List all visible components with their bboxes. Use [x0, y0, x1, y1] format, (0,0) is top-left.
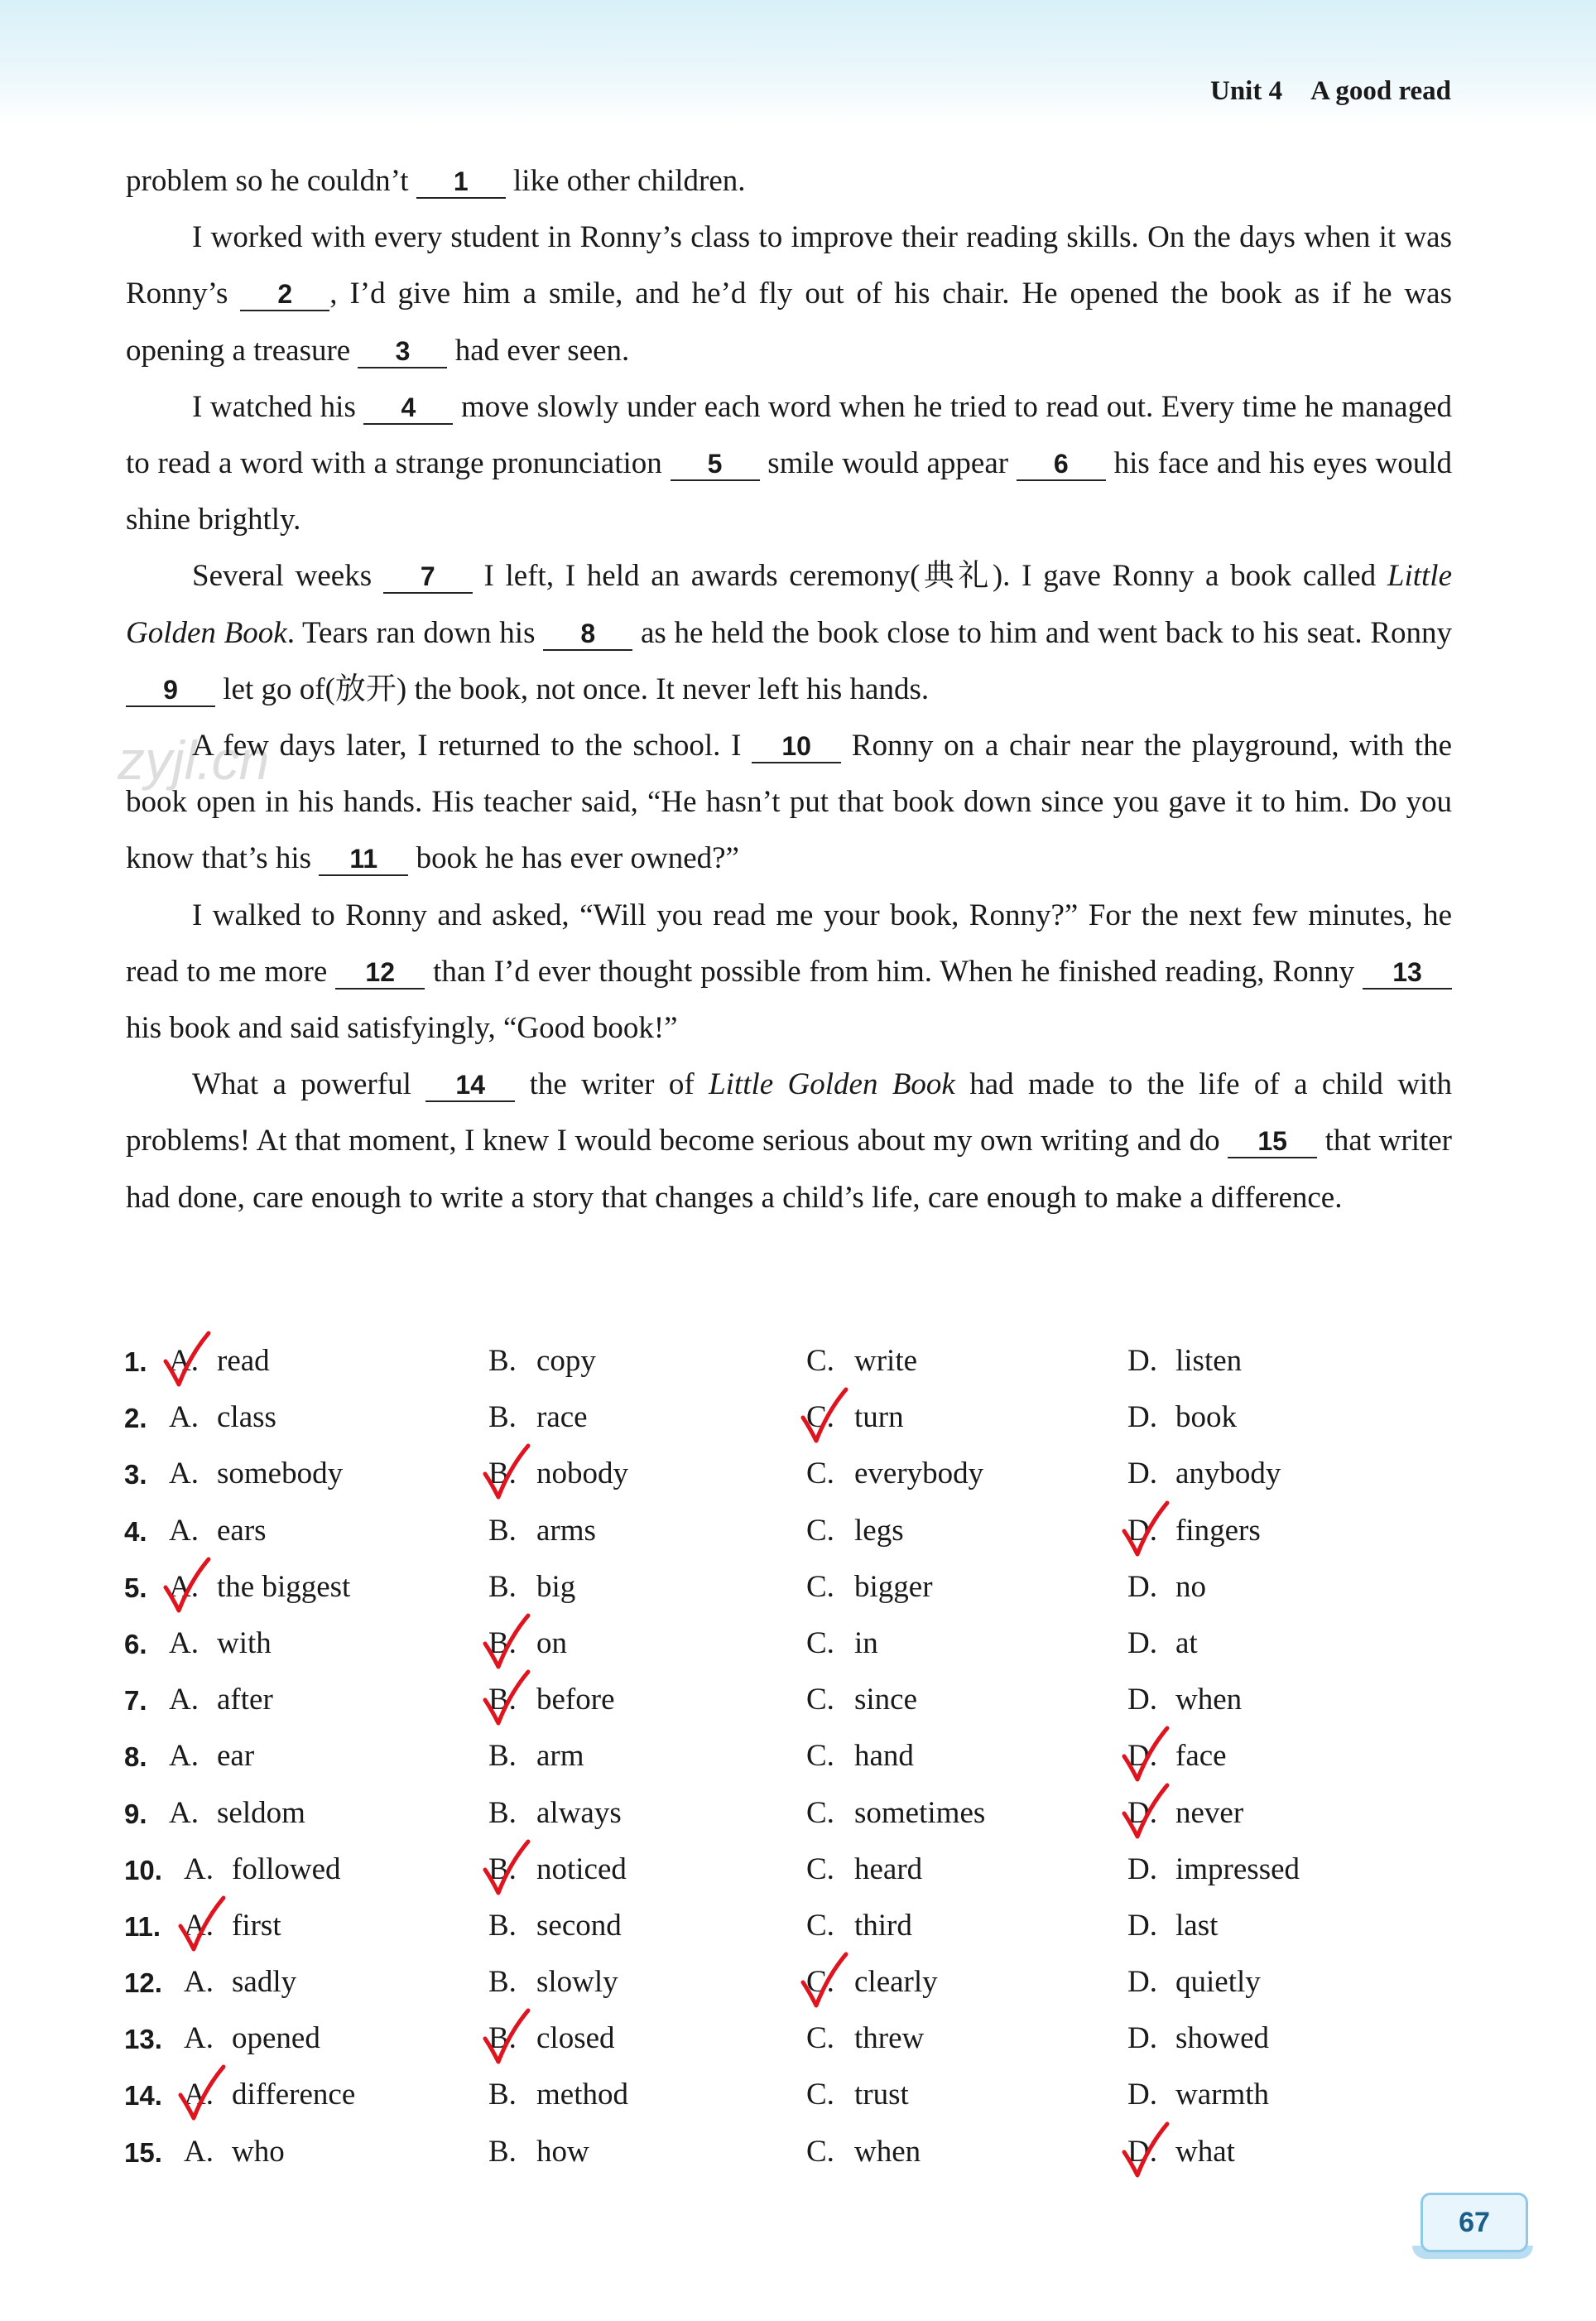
option-a: [169, 1513, 267, 1548]
option-letter: B.: [488, 1908, 517, 1943]
option-letter: D.: [1127, 1965, 1157, 2000]
blank-12: 12: [335, 956, 425, 990]
option-row: [124, 1845, 1490, 1901]
option-text: warmth: [1175, 2078, 1270, 2112]
option-letter: B.: [488, 2134, 517, 2169]
option-d: [1127, 1852, 1300, 1887]
option-b: [488, 1738, 584, 1774]
option-row: [124, 1731, 1490, 1788]
option-text: at: [1175, 1625, 1198, 1660]
blank-9: 9: [126, 674, 215, 707]
option-letter: D.: [1127, 1739, 1157, 1774]
option-a: [169, 1569, 350, 1605]
option-d: [1127, 1964, 1261, 2000]
option-text: face: [1175, 1739, 1227, 1774]
blank-14: 14: [425, 1069, 515, 1102]
option-d: [1127, 1795, 1243, 1831]
option-letter: A.: [184, 2021, 214, 2056]
option-text: legs: [854, 1513, 904, 1548]
option-c: [806, 1964, 938, 2000]
option-letter: B.: [488, 1852, 517, 1886]
option-letter: B.: [488, 2021, 517, 2056]
option-text: first: [232, 1908, 281, 1943]
blank-11: 11: [319, 843, 408, 876]
option-text: fingers: [1175, 1513, 1261, 1548]
option-b: [488, 1795, 622, 1831]
page-number: 67: [1421, 2193, 1528, 2252]
blank-7: 7: [383, 561, 473, 594]
option-b: [488, 1399, 588, 1435]
paragraph-7: What a powerful 14 the writer of Little Golden Book had made to the life of a child with problems! At that moment, I knew I would become serious about my own writing and do 15 that writer had done, care enough to write a story that changes a child’s life, care enough to make a difference.: [126, 1067, 1452, 1215]
option-letter: D.: [1127, 1569, 1157, 1604]
answer-options: [124, 1336, 1490, 2184]
option-c: [806, 1852, 922, 1887]
option-b: [488, 2077, 628, 2112]
option-text: when: [1175, 1683, 1243, 1717]
option-c: [806, 1513, 904, 1548]
option-letter: C.: [806, 1965, 834, 2000]
blank-6: 6: [1017, 448, 1106, 481]
option-letter: A.: [169, 1683, 199, 1717]
option-a: [184, 2077, 355, 2112]
blank-1: 1: [416, 166, 506, 199]
option-c: [806, 1738, 914, 1774]
option-row: [124, 1393, 1490, 1449]
option-text: showed: [1175, 2021, 1270, 2056]
book-title: Little Golden Book: [709, 1067, 955, 1102]
paragraph-5: A few days later, I returned to the school. I 10 Ronny on a chair near the playground, with the book open in his hands. His teacher said, “He hasn’t put that book down since you gave it to him. Do you know that’s his 11 book he has ever owned?”: [126, 729, 1452, 876]
option-letter: A.: [169, 1344, 199, 1378]
option-row: [124, 2070, 1490, 2126]
option-letter: B.: [488, 1965, 517, 2000]
option-text: trust: [854, 2078, 909, 2112]
question-number: 15.: [124, 2136, 162, 2168]
option-letter: D.: [1127, 1344, 1157, 1378]
blank-8: 8: [543, 618, 632, 651]
option-text: since: [854, 1683, 918, 1717]
option-a: [184, 2134, 285, 2169]
paragraph-3: I watched his 4 move slowly under each word when he tried to read out. Every time he managed to read a word with a strange pronunciation 5 smile would appear 6 his face and his eyes would shine brightly.: [126, 389, 1452, 537]
option-text: never: [1175, 1795, 1244, 1830]
option-c: [806, 1399, 904, 1435]
option-d: [1127, 1569, 1206, 1605]
option-a: [169, 1399, 276, 1435]
option-text: impressed: [1175, 1852, 1300, 1886]
option-text: race: [536, 1400, 588, 1435]
option-a: [169, 1343, 270, 1379]
question-number: 13.: [124, 2024, 162, 2055]
option-a: [169, 1682, 273, 1717]
question-number: 5.: [124, 1572, 147, 1603]
option-letter: B.: [488, 1400, 517, 1435]
option-letter: C.: [806, 1852, 834, 1886]
blank-3: 3: [358, 335, 447, 368]
question-number: 4.: [124, 1515, 147, 1547]
option-letter: C.: [806, 1400, 834, 1435]
option-letter: A.: [169, 1569, 199, 1604]
option-row: [124, 2127, 1490, 2184]
option-text: heard: [854, 1852, 923, 1886]
option-text: noticed: [536, 1852, 627, 1886]
option-c: [806, 1456, 983, 1491]
option-c: [806, 2077, 909, 2112]
option-d: [1127, 2020, 1269, 2056]
option-row: [124, 2014, 1490, 2070]
option-row: [124, 1789, 1490, 1845]
option-letter: C.: [806, 2078, 834, 2112]
option-letter: A.: [169, 1795, 199, 1830]
option-letter: D.: [1127, 2134, 1157, 2169]
option-letter: A.: [184, 2134, 214, 2169]
option-d: [1127, 1738, 1227, 1774]
option-text: closed: [536, 2021, 615, 2056]
option-text: on: [536, 1625, 567, 1660]
option-text: arms: [536, 1513, 596, 1548]
option-b: [488, 1964, 618, 2000]
option-text: ear: [217, 1739, 255, 1774]
option-letter: B.: [488, 2078, 517, 2112]
option-row: [124, 1675, 1490, 1731]
question-number: 6.: [124, 1628, 147, 1659]
option-text: class: [217, 1400, 276, 1435]
option-letter: A.: [169, 1625, 199, 1660]
option-letter: B.: [488, 1739, 517, 1774]
option-text: when: [854, 2134, 921, 2169]
option-letter: C.: [806, 1795, 834, 1830]
option-b: [488, 1513, 596, 1548]
option-text: threw: [854, 2021, 925, 2056]
option-letter: D.: [1127, 1400, 1157, 1435]
option-text: somebody: [217, 1457, 344, 1491]
option-text: arm: [536, 1739, 584, 1774]
option-b: [488, 1343, 596, 1379]
option-letter: B.: [488, 1457, 517, 1491]
cloze-passage: [126, 153, 1452, 1226]
paragraph-6: I walked to Ronny and asked, “Will you read me your book, Ronny?” For the next few minutes, he read to me more 12 than I’d ever thought possible from him. When he finished reading, Ronny 13 his book and said satisfyingly, “Good book!”: [126, 898, 1452, 1046]
option-d: [1127, 1456, 1281, 1491]
option-letter: D.: [1127, 1683, 1157, 1717]
option-row: [124, 1563, 1490, 1619]
option-text: how: [536, 2134, 589, 2169]
option-c: [806, 1908, 912, 1943]
question-number: 7.: [124, 1685, 147, 1717]
option-text: third: [854, 1908, 912, 1943]
option-b: [488, 1682, 615, 1717]
option-text: opened: [232, 2021, 320, 2056]
option-letter: B.: [488, 1344, 517, 1378]
option-text: after: [217, 1683, 273, 1717]
option-text: last: [1175, 1908, 1219, 1943]
option-letter: A.: [169, 1457, 199, 1491]
option-letter: B.: [488, 1625, 517, 1660]
option-c: [806, 1343, 917, 1379]
option-a: [184, 2020, 320, 2056]
option-text: everybody: [854, 1457, 984, 1491]
option-text: followed: [232, 1852, 341, 1886]
option-a: [169, 1738, 254, 1774]
option-d: [1127, 2134, 1235, 2169]
option-letter: D.: [1127, 1795, 1157, 1830]
option-text: book: [1175, 1400, 1237, 1435]
option-text: seldom: [217, 1795, 305, 1830]
option-c: [806, 1569, 933, 1605]
watermark: zyjl.cn: [118, 730, 270, 791]
option-d: [1127, 1399, 1237, 1435]
option-row: [124, 1901, 1490, 1957]
option-letter: A.: [184, 1852, 214, 1886]
option-d: [1127, 1908, 1218, 1943]
option-letter: B.: [488, 1569, 517, 1604]
option-text: copy: [536, 1344, 596, 1378]
option-row: [124, 1449, 1490, 1505]
option-letter: C.: [806, 1513, 834, 1548]
unit-title: A good read: [1310, 76, 1451, 106]
option-text: read: [217, 1344, 270, 1378]
question-number: 3.: [124, 1459, 147, 1490]
paragraph-2: I worked with every student in Ronny’s class to improve their reading skills. On the days when it was Ronny’s 2 , I’d give him a smile, and he’d fly out of his chair. He opened the book as if he was opening a treasure 3 had ever seen.: [126, 220, 1452, 368]
option-text: with: [217, 1625, 272, 1660]
option-b: [488, 1625, 567, 1661]
blank-4: 4: [363, 392, 453, 425]
option-d: [1127, 1513, 1261, 1548]
option-a: [169, 1456, 343, 1491]
option-a: [169, 1625, 272, 1661]
option-letter: A.: [184, 2078, 214, 2112]
option-text: method: [536, 2078, 628, 2112]
blank-13: 13: [1363, 956, 1452, 990]
question-number: 9.: [124, 1798, 147, 1829]
option-text: sometimes: [854, 1795, 986, 1830]
option-text: the biggest: [217, 1569, 351, 1604]
option-text: in: [854, 1625, 878, 1660]
option-letter: C.: [806, 2134, 834, 2169]
option-d: [1127, 1343, 1242, 1379]
option-a: [184, 1852, 341, 1887]
option-b: [488, 1852, 627, 1887]
option-letter: D.: [1127, 2078, 1157, 2112]
option-letter: B.: [488, 1795, 517, 1830]
option-text: no: [1175, 1569, 1206, 1604]
option-text: before: [536, 1683, 615, 1717]
option-text: clearly: [854, 1965, 938, 2000]
option-letter: B.: [488, 1683, 517, 1717]
blank-5: 5: [671, 448, 760, 481]
question-number: 10.: [124, 1854, 162, 1885]
option-a: [184, 1908, 281, 1943]
option-letter: C.: [806, 2021, 834, 2056]
option-text: bigger: [854, 1569, 933, 1604]
option-letter: D.: [1127, 1457, 1157, 1491]
option-b: [488, 1456, 628, 1491]
option-letter: B.: [488, 1513, 517, 1548]
option-text: quietly: [1175, 1965, 1261, 2000]
option-b: [488, 2020, 615, 2056]
option-letter: D.: [1127, 1852, 1157, 1886]
blank-15: 15: [1228, 1125, 1317, 1158]
blank-10: 10: [752, 730, 841, 763]
question-number: 2.: [124, 1403, 147, 1434]
option-b: [488, 1569, 575, 1605]
option-letter: C.: [806, 1457, 834, 1491]
option-letter: C.: [806, 1625, 834, 1660]
question-number: 8.: [124, 1741, 147, 1773]
option-text: hand: [854, 1739, 914, 1774]
question-number: 1.: [124, 1346, 147, 1377]
option-text: slowly: [536, 1965, 618, 2000]
page-header: [1210, 76, 1451, 107]
option-text: big: [536, 1569, 576, 1604]
option-letter: A.: [169, 1400, 199, 1435]
option-letter: A.: [169, 1739, 199, 1774]
option-letter: C.: [806, 1908, 834, 1943]
option-b: [488, 1908, 622, 1943]
option-a: [169, 1795, 305, 1831]
option-row: [124, 1957, 1490, 2014]
option-c: [806, 2134, 921, 2169]
unit-label: Unit 4: [1209, 76, 1283, 106]
option-text: listen: [1175, 1344, 1243, 1378]
option-letter: A.: [184, 1965, 214, 2000]
option-text: nobody: [536, 1457, 628, 1491]
option-text: what: [1175, 2134, 1235, 2169]
option-text: second: [536, 1908, 622, 1943]
option-text: who: [232, 2134, 285, 2169]
option-letter: D.: [1127, 1513, 1157, 1548]
option-letter: D.: [1127, 1625, 1157, 1660]
option-d: [1127, 2077, 1269, 2112]
option-text: difference: [232, 2078, 356, 2112]
option-text: ears: [217, 1513, 267, 1548]
option-row: [124, 1506, 1490, 1563]
option-letter: C.: [806, 1683, 834, 1717]
question-number: 12.: [124, 1967, 162, 1999]
option-row: [124, 1336, 1490, 1393]
option-text: always: [536, 1795, 622, 1830]
option-d: [1127, 1682, 1242, 1717]
option-letter: C.: [806, 1344, 834, 1378]
option-letter: A.: [169, 1513, 199, 1548]
paragraph-1: problem so he couldn’t 1 like other children.: [126, 164, 746, 198]
option-letter: C.: [806, 1739, 834, 1774]
book-title: Little Golden Book: [126, 559, 1452, 650]
question-number: 11.: [124, 1910, 161, 1942]
option-text: anybody: [1175, 1457, 1281, 1491]
option-c: [806, 1625, 878, 1661]
option-c: [806, 2020, 924, 2056]
option-a: [184, 1964, 296, 2000]
option-b: [488, 2134, 589, 2169]
option-c: [806, 1795, 985, 1831]
option-text: sadly: [232, 1965, 297, 2000]
option-c: [806, 1682, 917, 1717]
option-text: turn: [854, 1400, 904, 1435]
option-d: [1127, 1625, 1198, 1661]
option-letter: D.: [1127, 2021, 1157, 2056]
option-letter: D.: [1127, 1908, 1157, 1943]
option-letter: C.: [806, 1569, 834, 1604]
paragraph-4: Several weeks 7 I left, I held an awards ceremony(典礼). I gave Ronny a book called Little Golden Book. Tears ran down his 8 as he held the book close to him and went back to his seat. Ronny 9 let go of(放开) the book, not once. It never left his hands.: [126, 559, 1452, 706]
option-row: [124, 1619, 1490, 1675]
option-letter: A.: [184, 1908, 214, 1943]
option-text: write: [854, 1344, 918, 1378]
blank-2: 2: [240, 278, 329, 311]
question-number: 14.: [124, 2080, 162, 2112]
